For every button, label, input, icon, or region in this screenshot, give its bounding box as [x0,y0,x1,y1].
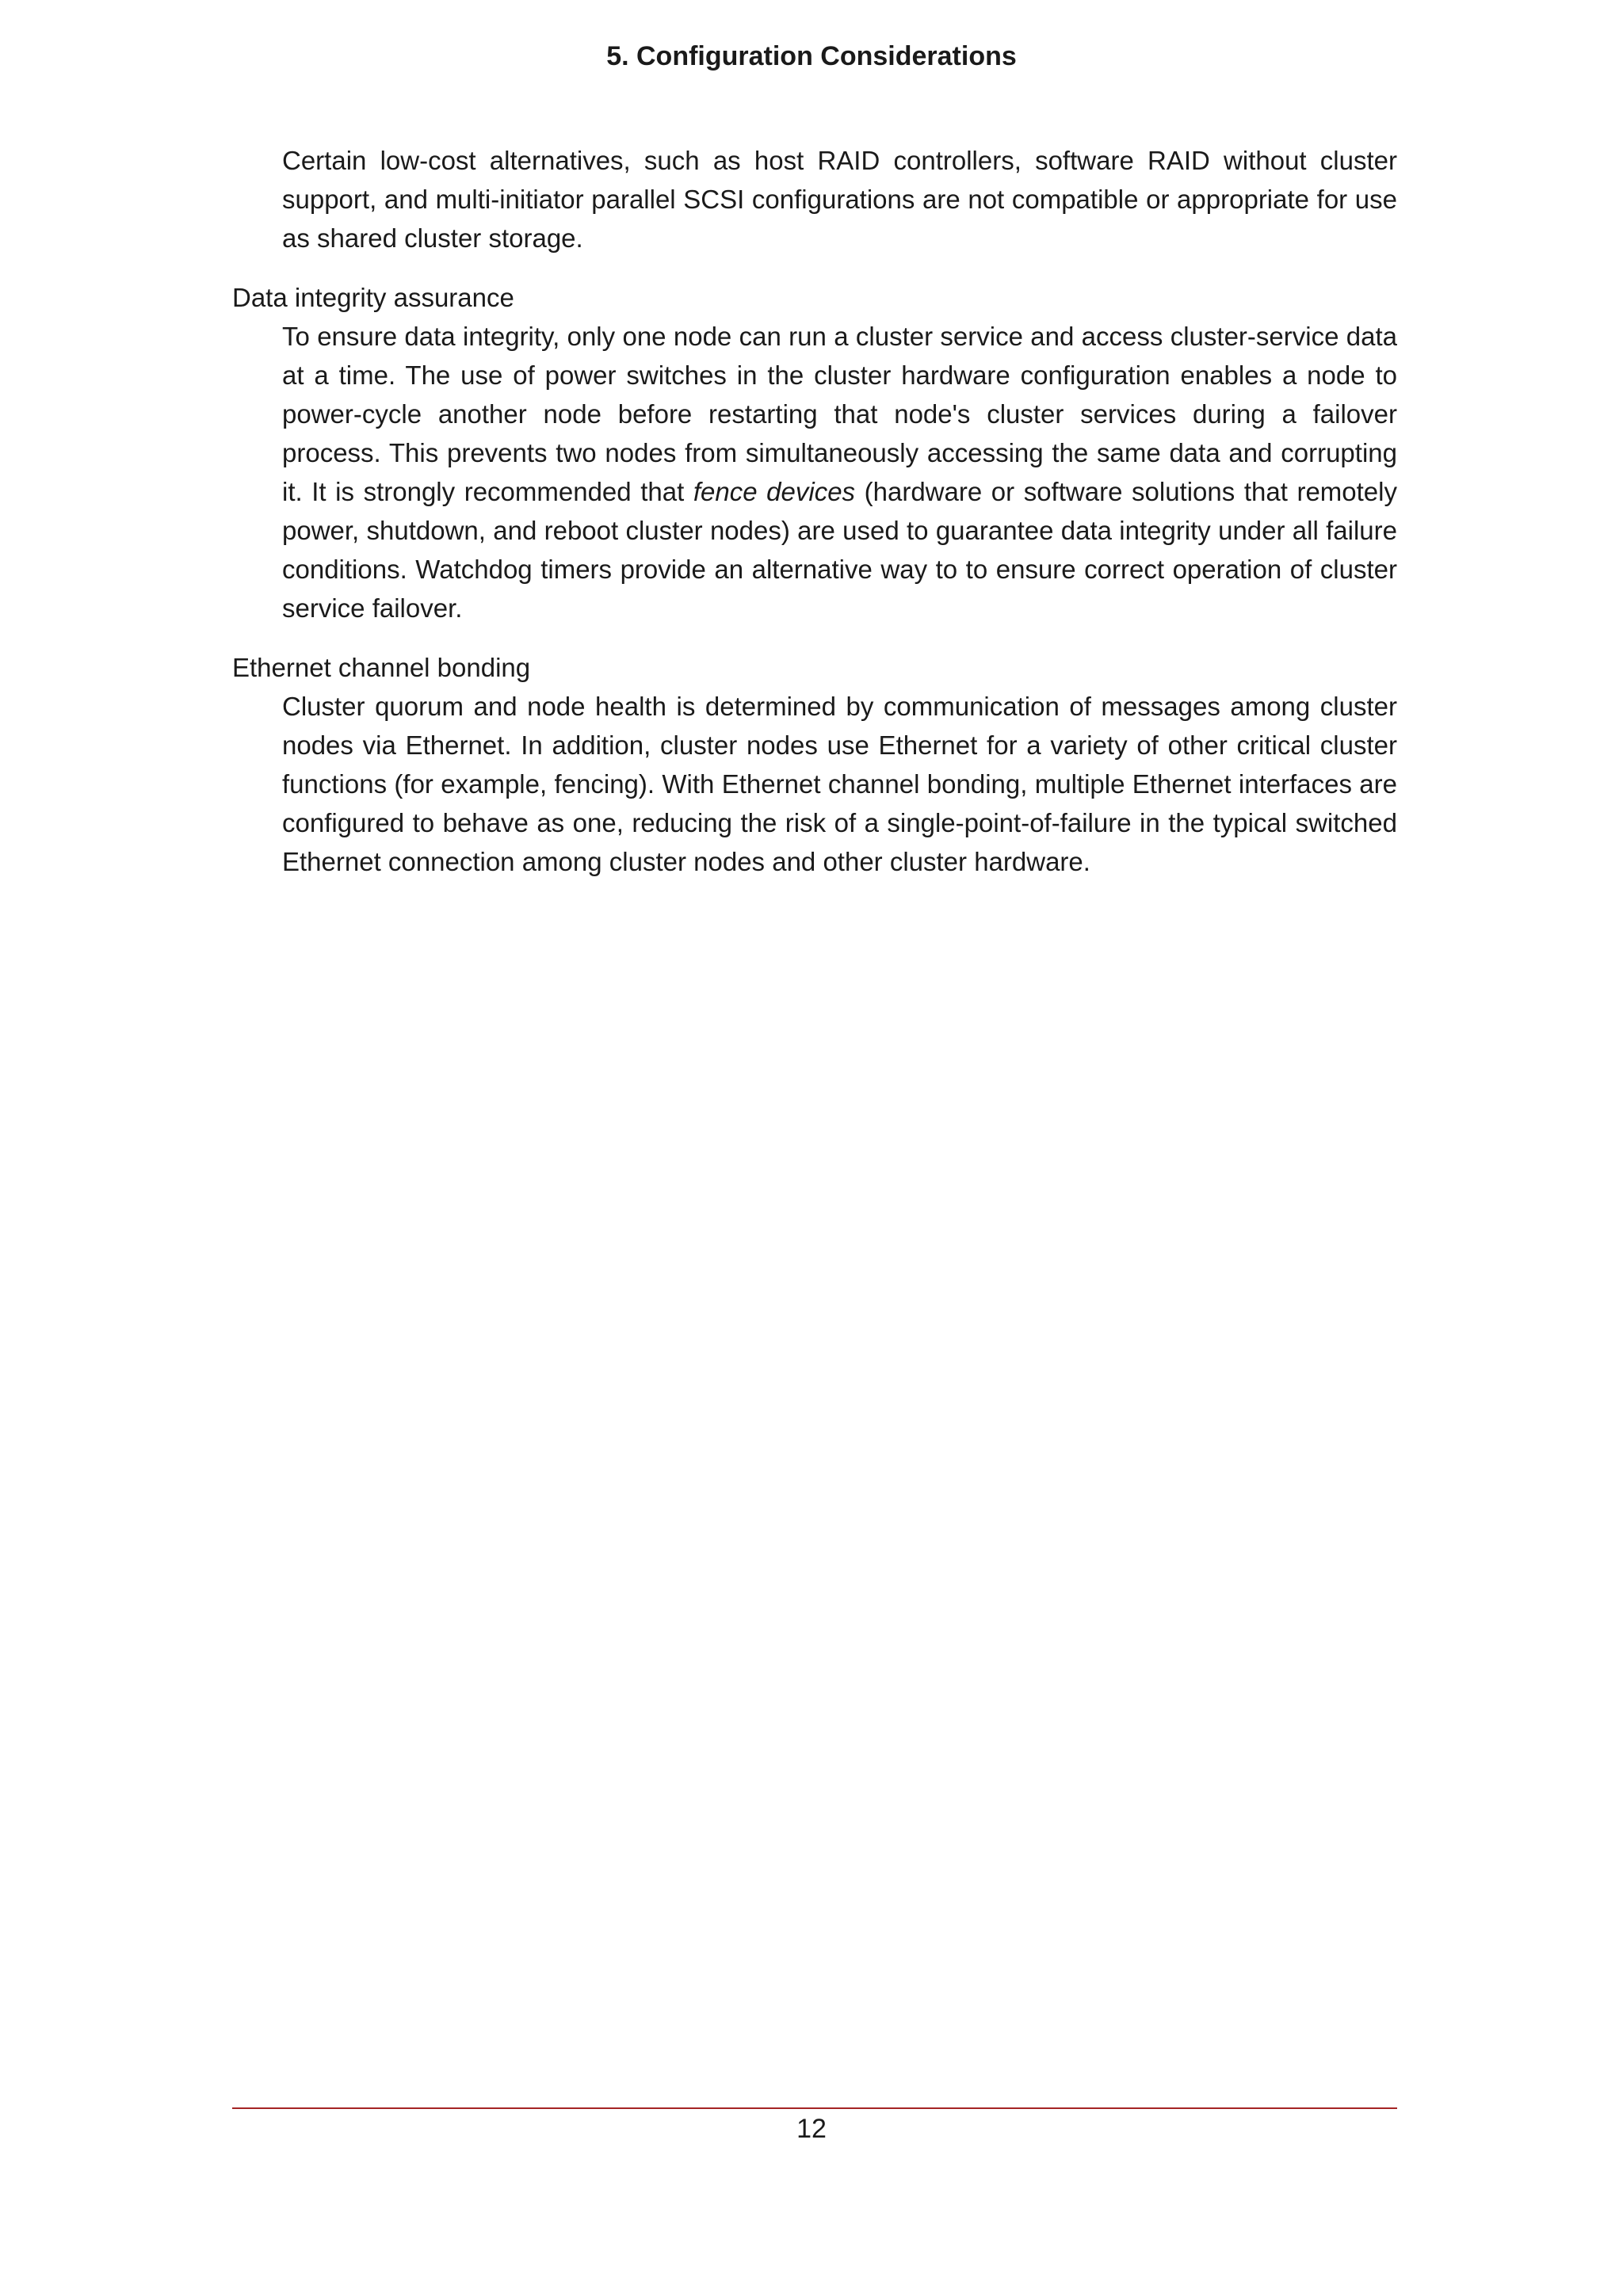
definition-text-end: (hardware or software solutions that remotely power, shutdown, and reboot cluster nodes) are used to guarantee data integrity under all failure conditions. Watchdog timers provide an alternative way to to ensure correct operation of cluster service failover. [282,477,1397,623]
definition-ethernet-channel-bonding: Cluster quorum and node health is determined by communication of messages among cluster nodes via Ethernet. In addition, cluster nodes use Ethernet for a variety of other critical cluster functions (for example, fencing). With Ethernet channel bonding, multiple Ethernet interfaces are configured to behave as one, reducing the risk of a single-point-of-failure in the typical switched Ethernet connection among cluster nodes and other cluster hardware. [282,692,1397,876]
page-body [232,141,1397,881]
intro-paragraph: Certain low-cost alternatives, such as host RAID controllers, software RAID without cluster support, and multi-initiator parallel SCSI configurations are not compatible or appropriate for use as shared cluster storage. [282,146,1397,253]
definition-text-start: To ensure data integrity, only one node can run a cluster service and access cluster-service data at a time. The use of power switches in the cluster hardware configuration enables a node to power-cycle another node before restarting that node's cluster services during a failover process. This prevents two nodes from simultaneously accessing the same data and corrupting it. It is strongly recommended that [282,322,1397,506]
running-header: 5. Configuration Considerations [606,41,1017,71]
definition-data-integrity-assurance [232,317,1397,627]
emphasis-fence-devices: fence devices [693,477,856,506]
term-data-integrity-assurance: Data integrity assurance [232,283,514,312]
page-number: 12 [796,2114,827,2144]
term-ethernet-channel-bonding: Ethernet channel bonding [232,653,531,682]
